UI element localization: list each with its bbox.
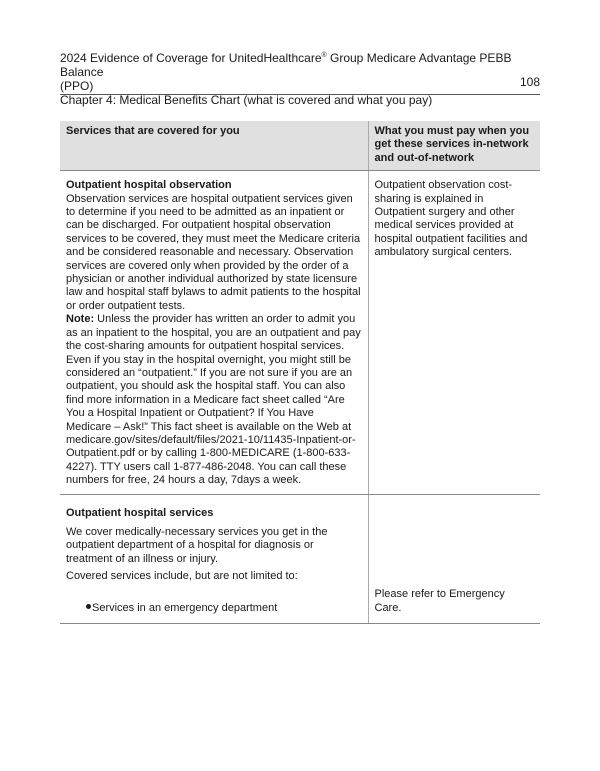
chapter-title: Chapter 4: Medical Benefits Chart (what is covered and what you pay) (60, 93, 433, 107)
registered-mark: ® (321, 52, 327, 59)
service-title: Outpatient hospital services (66, 506, 214, 519)
service-cell (60, 494, 368, 623)
table-header-row (60, 121, 540, 171)
list-item (66, 602, 362, 615)
bullet-text: Services in an emergency department (92, 601, 278, 614)
page-header (60, 49, 540, 107)
service-description: We cover medically-necessary services you get in the outpatient department of a hospital for diagnosis or treatment of an illness or injury. (66, 525, 328, 565)
table-row (60, 494, 540, 623)
col-header-services: Services that are covered for you (60, 121, 368, 171)
service-coverage-intro: Covered services include, but are not limited to: (66, 570, 298, 583)
document-title-tail: Group Medicare Advantage PEBB Balance (60, 51, 512, 79)
service-note (66, 313, 362, 487)
header-divider (60, 94, 540, 95)
cost-text: Please refer to Emergency Care. (374, 588, 505, 614)
service-cell (60, 171, 368, 494)
service-title: Outpatient hospital observation (66, 179, 232, 192)
service-description: Observation services are hospital outpatient services given to determine if you need to be admitted as an inpatient or can be discharged. For outpatient hospital observation services to be covered, they must meet the Medicare criteria and be considered reasonable and necessary. Observation services are covered only when provided by the order of a physician or another individual authorized by state licensure law and hospital staff bylaws to admit patients to the hospital or order outpatient tests. (66, 192, 361, 312)
table-row (60, 171, 540, 494)
cost-cell: Outpatient observation cost-sharing is explained in Outpatient surgery and other medical services provided at hospital outpatient facilities and ambulatory surgical centers. (368, 171, 540, 494)
bullet-icon (86, 604, 91, 609)
col-header-cost: What you must pay when you get these services in-network and out-of-network (368, 121, 540, 171)
document-title-part: 2024 Evidence of Coverage for UnitedHealthcare (60, 51, 322, 65)
page-number: 108 (519, 75, 540, 89)
note-label: Note: (66, 313, 95, 326)
benefits-table (60, 121, 540, 624)
note-text: Unless the provider has written an order to admit you as an inpatient to the hospital, you are an outpatient and pay the cost-sharing amounts for outpatient hospital services. Even if you stay in the hospital overnight, you might still be considered an “outpatient.” If you are not sure if you are an outpatient, you should ask the hospital staff. You can also find more information in a Medicare fact sheet called “Are You a Hospital Inpatient or Outpatient? If You Have Medicare – Ask!” This fact sheet is available on the Web at medicare.gov/sites/default/files/2021-10/11435-Inpatient-or-Outpatient.pdf or by calling 1-800-MEDICARE (1-800-633-4227). TTY users call 1-877-486-2048. You can call these numbers for free, 24 hours a day, 7days a week. (66, 313, 361, 487)
cost-cell (368, 494, 540, 623)
document-title (60, 49, 540, 79)
plan-type: (PPO) (60, 79, 94, 93)
